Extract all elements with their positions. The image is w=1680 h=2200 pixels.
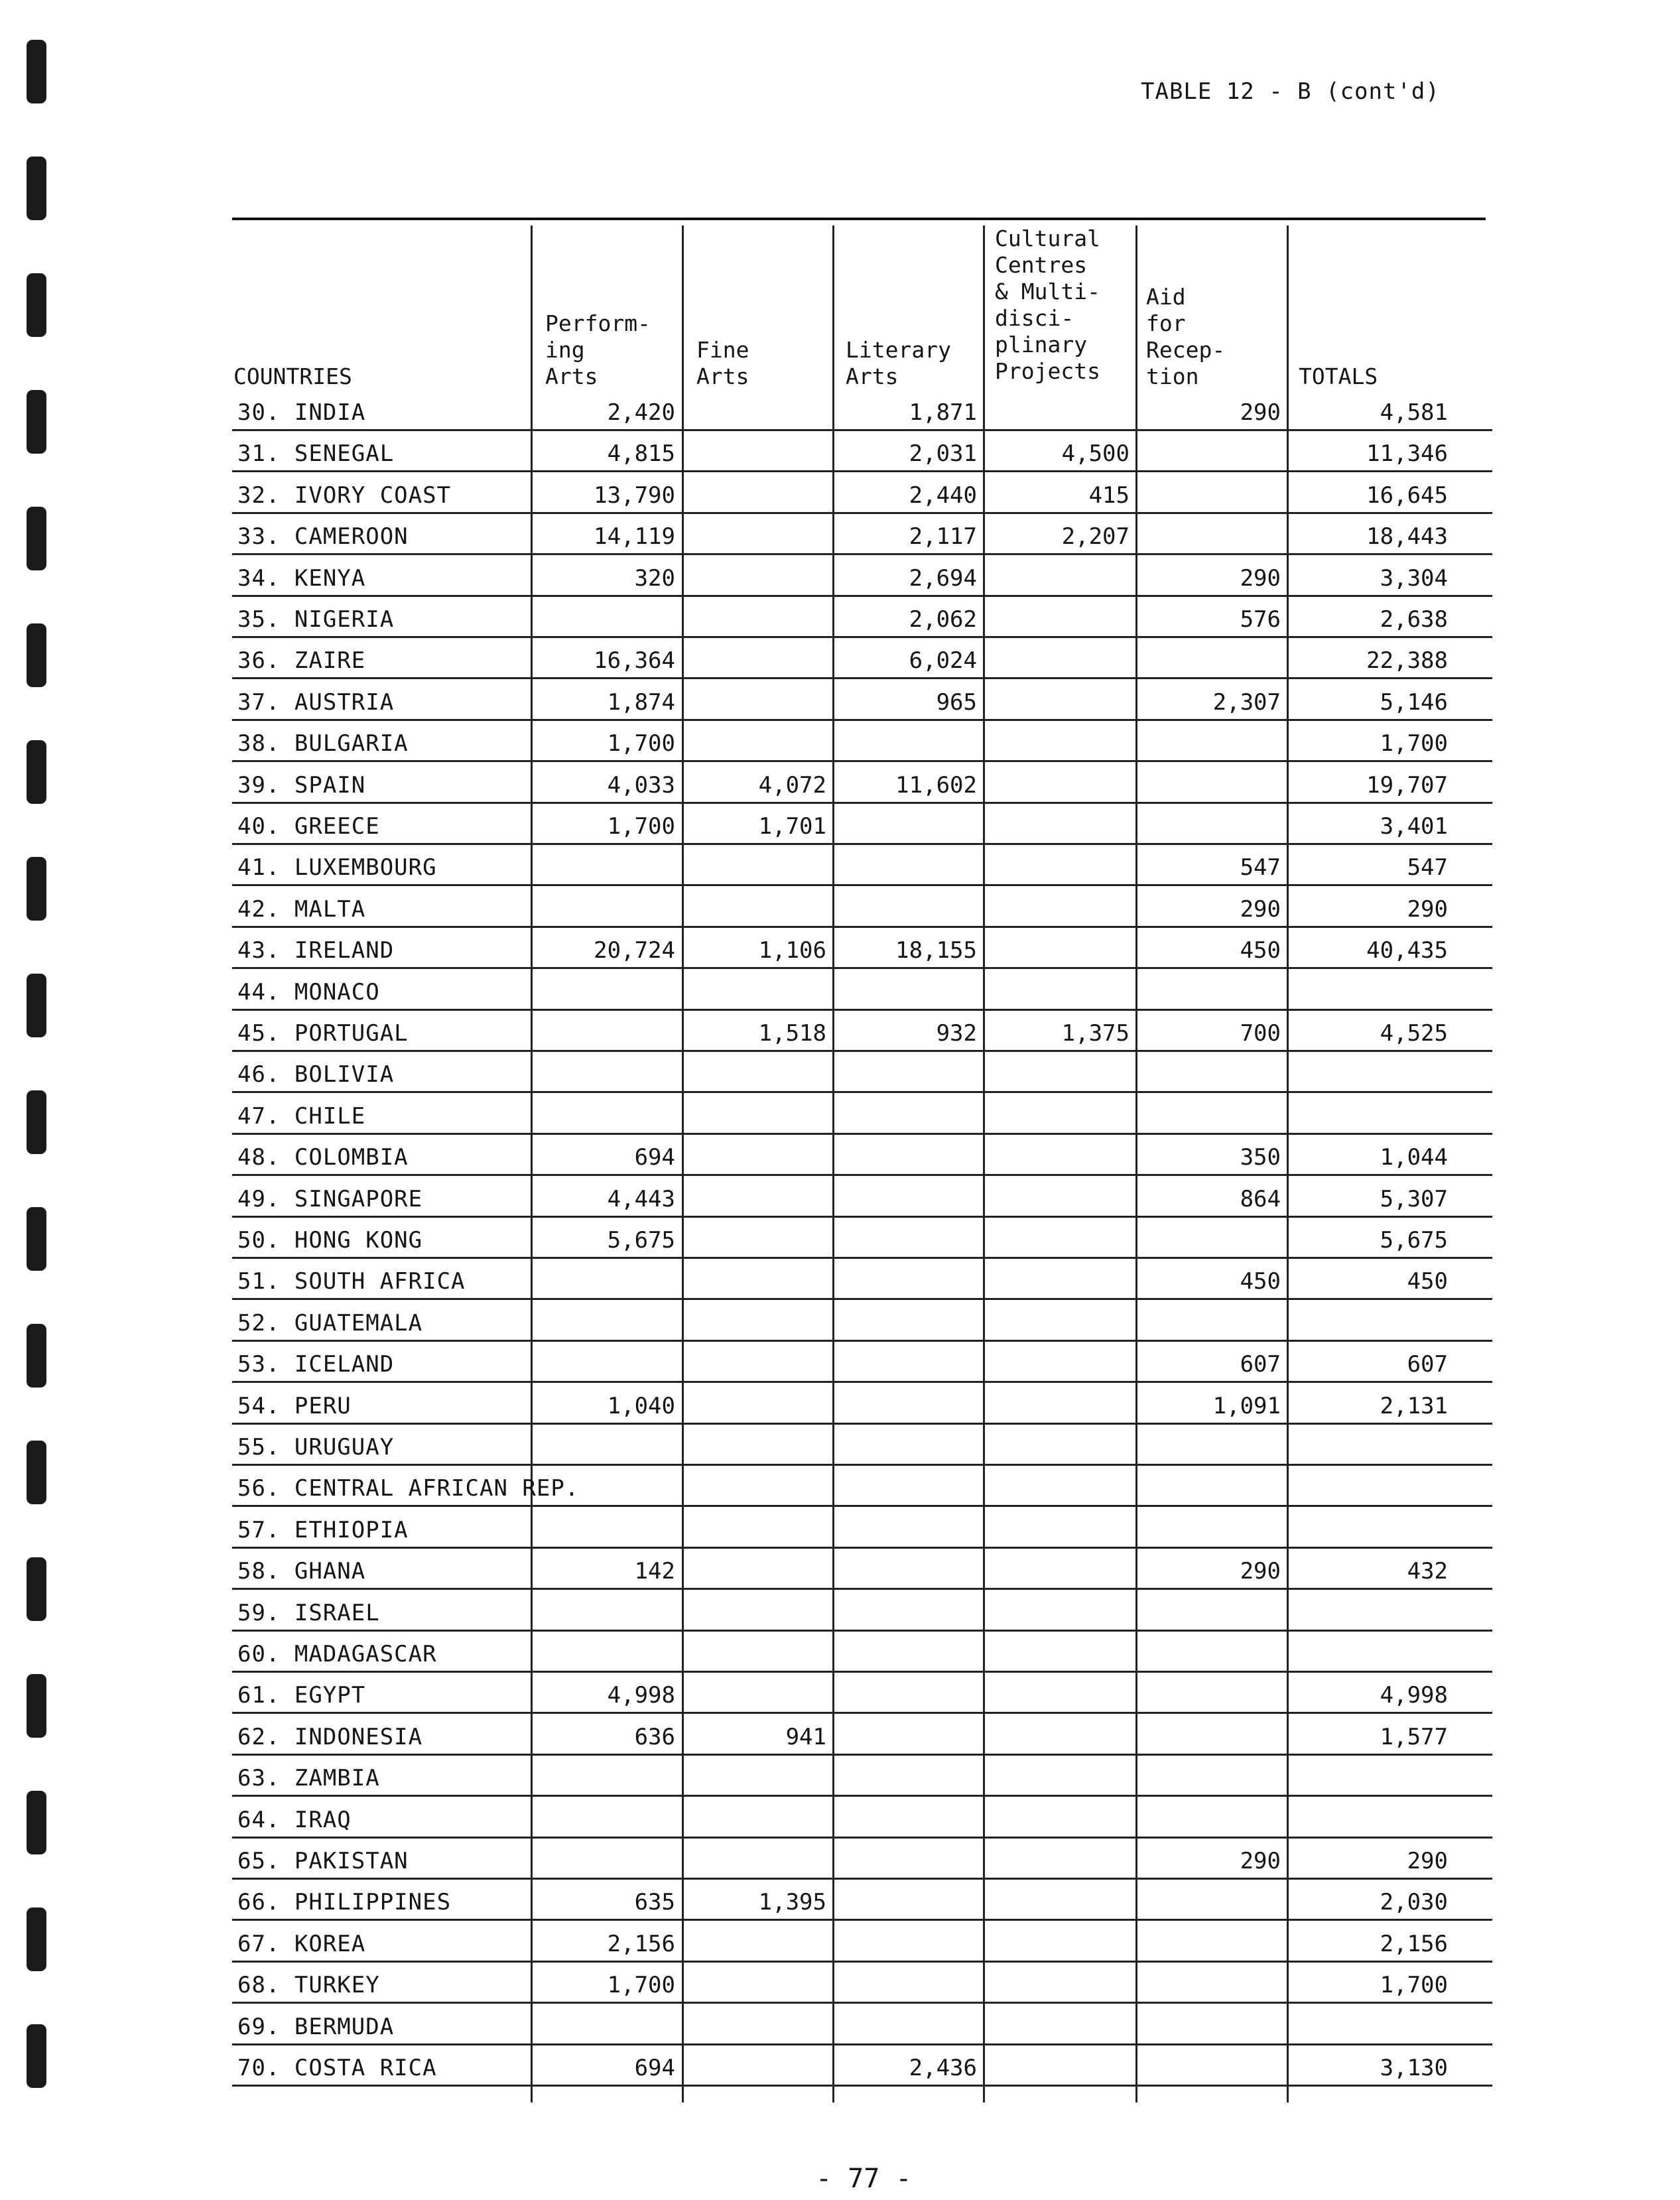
country-name: 49. SINGAPORE [237, 1185, 423, 1212]
table-row [232, 638, 1492, 679]
binding-hole [27, 1207, 46, 1271]
table-row [232, 721, 1492, 762]
table-row [232, 1301, 1492, 1342]
table-row [232, 680, 1492, 721]
table-row [232, 597, 1492, 638]
binding-hole [27, 857, 46, 921]
binding-hole [27, 1908, 46, 1971]
total-value: 290 [1407, 1848, 1448, 1874]
country-name: 42. MALTA [237, 895, 366, 923]
country-name: 47. CHILE [237, 1102, 366, 1130]
performing-value: 4,815 [607, 440, 675, 468]
country-name: 45. PORTUGAL [237, 1020, 409, 1047]
country-name: 65. PAKISTAN [237, 1848, 409, 1874]
header-literary-arts: Literary Arts [846, 337, 951, 389]
total-value: 2,638 [1380, 606, 1448, 633]
cultural-value: 2,207 [1061, 523, 1130, 550]
performing-value: 4,998 [607, 1682, 675, 1709]
country-name: 35. NIGERIA [237, 606, 395, 633]
total-value: 1,044 [1380, 1144, 1448, 1171]
table-row [232, 1963, 1492, 2004]
total-value: 1,700 [1380, 1972, 1448, 1999]
total-value: 19,707 [1366, 771, 1448, 799]
table-row [232, 763, 1492, 804]
country-name: 59. ISRAEL [237, 1599, 380, 1626]
country-name: 54. PERU [237, 1392, 352, 1419]
row-rule [232, 2085, 1492, 2087]
literary-value: 18,155 [895, 937, 977, 964]
total-value: 3,130 [1380, 2055, 1448, 2081]
table-row [232, 928, 1492, 969]
country-name: 43. IRELAND [237, 937, 395, 964]
country-name: 58. GHANA [237, 1558, 366, 1585]
literary-value: 2,436 [909, 2055, 977, 2081]
binding-hole [27, 2024, 46, 2088]
table-row [232, 1384, 1492, 1425]
total-value: 1,577 [1380, 1723, 1448, 1750]
fine-value: 1,518 [758, 1020, 826, 1047]
country-name: 53. ICELAND [237, 1351, 395, 1378]
table-row [232, 556, 1492, 597]
table-row [232, 887, 1492, 928]
binding-hole [27, 507, 46, 570]
total-value: 11,346 [1366, 440, 1448, 468]
table-row [232, 1715, 1492, 1756]
total-value: 4,998 [1380, 1682, 1448, 1709]
aid-value: 1,091 [1212, 1392, 1281, 1419]
performing-value: 2,420 [607, 399, 675, 426]
total-value: 450 [1407, 1268, 1448, 1295]
literary-value: 932 [936, 1020, 977, 1047]
header-countries: COUNTRIES [233, 363, 352, 389]
table-row [232, 970, 1492, 1011]
table-row [232, 1177, 1492, 1218]
country-name: 62. INDONESIA [237, 1723, 423, 1750]
table-row [232, 1921, 1492, 1963]
total-value: 2,030 [1380, 1889, 1448, 1916]
binding-hole [27, 157, 46, 220]
table-row [232, 1756, 1492, 1797]
total-value: 18,443 [1366, 523, 1448, 550]
country-name: 38. BULGARIA [237, 730, 409, 757]
country-name: 33. CAMEROON [237, 523, 409, 550]
country-name: 46. BOLIVIA [237, 1061, 395, 1088]
country-name: 56. CENTRAL AFRICAN REP. [237, 1475, 580, 1502]
performing-value: 5,675 [607, 1227, 675, 1254]
literary-value: 2,440 [909, 482, 977, 509]
header-aid-for-reception: Aid for Recep- tion [1146, 284, 1226, 389]
country-name: 61. EGYPT [237, 1682, 366, 1709]
aid-value: 450 [1240, 937, 1281, 964]
performing-value: 20,724 [594, 937, 675, 964]
performing-value: 142 [634, 1558, 675, 1585]
table-row [232, 473, 1492, 514]
table-row [232, 1342, 1492, 1383]
header-cultural-centres: Cultural Centres & Multi- disci- plinary Projects [995, 226, 1100, 384]
country-name: 55. URUGUAY [237, 1434, 395, 1460]
total-value: 22,388 [1366, 647, 1448, 675]
table-row [232, 2045, 1492, 2087]
fine-value: 941 [785, 1723, 826, 1750]
literary-value: 11,602 [895, 771, 977, 799]
country-name: 52. GUATEMALA [237, 1309, 423, 1336]
aid-value: 2,307 [1212, 688, 1281, 716]
total-value: 5,307 [1380, 1185, 1448, 1212]
cultural-value: 4,500 [1061, 440, 1130, 468]
cultural-value: 1,375 [1061, 1020, 1130, 1047]
country-name: 50. HONG KONG [237, 1227, 423, 1254]
table-row [232, 1549, 1492, 1590]
total-value: 5,675 [1380, 1227, 1448, 1254]
aid-value: 450 [1240, 1268, 1281, 1295]
literary-value: 1,871 [909, 399, 977, 426]
fine-value: 1,701 [758, 813, 826, 840]
fine-value: 1,395 [758, 1889, 826, 1916]
binding-hole [27, 623, 46, 687]
aid-value: 547 [1240, 854, 1281, 881]
table-row [232, 845, 1492, 886]
total-value: 290 [1407, 895, 1448, 923]
country-name: 57. ETHIOPIA [237, 1516, 409, 1543]
country-name: 37. AUSTRIA [237, 688, 395, 716]
performing-value: 16,364 [594, 647, 675, 675]
aid-value: 290 [1240, 1848, 1281, 1874]
page-number: - 77 - [816, 2164, 912, 2194]
aid-value: 290 [1240, 564, 1281, 592]
binding-hole [27, 1674, 46, 1738]
aid-value: 290 [1240, 1558, 1281, 1585]
binding-hole [27, 273, 46, 337]
performing-value: 4,443 [607, 1185, 675, 1212]
table-row [232, 1135, 1492, 1176]
country-name: 32. IVORY COAST [237, 482, 452, 509]
performing-value: 1,700 [607, 813, 675, 840]
performing-value: 636 [634, 1723, 675, 1750]
table-row [232, 431, 1492, 472]
table-row [232, 1839, 1492, 1880]
header-totals: TOTALS [1299, 363, 1378, 389]
country-name: 67. KOREA [237, 1930, 366, 1957]
country-name: 64. IRAQ [237, 1806, 352, 1833]
table-row [232, 1052, 1492, 1093]
total-value: 2,156 [1380, 1930, 1448, 1957]
binding-hole [27, 1441, 46, 1504]
table-row [232, 1466, 1492, 1507]
binding-hole [27, 974, 46, 1037]
table-row [232, 804, 1492, 845]
literary-value: 965 [936, 688, 977, 716]
table-row [232, 1094, 1492, 1135]
performing-value: 14,119 [594, 523, 675, 550]
performing-value: 694 [634, 1144, 675, 1171]
literary-value: 2,031 [909, 440, 977, 468]
total-value: 16,645 [1366, 482, 1448, 509]
aid-value: 864 [1240, 1185, 1281, 1212]
table-title: TABLE 12 - B (cont'd) [1141, 78, 1440, 105]
performing-value: 1,700 [607, 730, 675, 757]
country-name: 48. COLOMBIA [237, 1144, 409, 1171]
country-name: 70. COSTA RICA [237, 2055, 437, 2081]
aid-value: 290 [1240, 895, 1281, 923]
total-value: 4,525 [1380, 1020, 1448, 1047]
total-value: 4,581 [1380, 399, 1448, 426]
total-value: 432 [1407, 1558, 1448, 1585]
fine-value: 1,106 [758, 937, 826, 964]
performing-value: 320 [634, 564, 675, 592]
fine-value: 4,072 [758, 771, 826, 799]
table-row [232, 1011, 1492, 1052]
performing-value: 2,156 [607, 1930, 675, 1957]
cultural-value: 415 [1088, 482, 1130, 509]
table-row [232, 2004, 1492, 2045]
table-row [232, 1508, 1492, 1549]
table-row [232, 390, 1492, 431]
performing-value: 635 [634, 1889, 675, 1916]
country-name: 36. ZAIRE [237, 647, 366, 675]
performing-value: 13,790 [594, 482, 675, 509]
total-value: 3,401 [1380, 813, 1448, 840]
country-name: 63. ZAMBIA [237, 1765, 380, 1792]
performing-value: 694 [634, 2055, 675, 2081]
country-name: 30. INDIA [237, 399, 366, 426]
total-value: 607 [1407, 1351, 1448, 1378]
total-value: 2,131 [1380, 1392, 1448, 1419]
literary-value: 6,024 [909, 647, 977, 675]
table-row [232, 1880, 1492, 1921]
country-name: 69. BERMUDA [237, 2013, 395, 2040]
country-name: 68. TURKEY [237, 1972, 380, 1999]
literary-value: 2,117 [909, 523, 977, 550]
binding-holes [27, 40, 53, 2162]
total-value: 5,146 [1380, 688, 1448, 716]
header-fine-arts: Fine Arts [696, 337, 749, 389]
performing-value: 4,033 [607, 771, 675, 799]
aid-value: 700 [1240, 1020, 1281, 1047]
binding-hole [27, 1557, 46, 1621]
literary-value: 2,694 [909, 564, 977, 592]
table-row [232, 514, 1492, 555]
table-top-rule [232, 218, 1486, 220]
table-row [232, 1259, 1492, 1300]
binding-hole [27, 1324, 46, 1388]
aid-value: 576 [1240, 606, 1281, 633]
total-value: 1,700 [1380, 730, 1448, 757]
country-name: 31. SENEGAL [237, 440, 395, 468]
performing-value: 1,700 [607, 1972, 675, 1999]
country-name: 60. MADAGASCAR [237, 1641, 437, 1667]
aid-value: 350 [1240, 1144, 1281, 1171]
country-name: 66. PHILIPPINES [237, 1889, 452, 1916]
performing-value: 1,874 [607, 688, 675, 716]
binding-hole [27, 40, 46, 103]
table-row [232, 1425, 1492, 1466]
country-name: 44. MONACO [237, 978, 380, 1005]
total-value: 3,304 [1380, 564, 1448, 592]
header-performing-arts: Perform- ing Arts [545, 310, 651, 389]
table-row [232, 1632, 1492, 1673]
table-row [232, 1797, 1492, 1839]
table-row [232, 1218, 1492, 1259]
binding-hole [27, 390, 46, 454]
table-row [232, 1590, 1492, 1632]
aid-value: 290 [1240, 399, 1281, 426]
binding-hole [27, 1791, 46, 1854]
total-value: 547 [1407, 854, 1448, 881]
country-name: 41. LUXEMBOURG [237, 854, 437, 881]
binding-hole [27, 1090, 46, 1154]
country-name: 39. SPAIN [237, 771, 366, 799]
table-row [232, 1673, 1492, 1714]
binding-hole [27, 740, 46, 804]
literary-value: 2,062 [909, 606, 977, 633]
country-name: 40. GREECE [237, 813, 380, 840]
aid-value: 607 [1240, 1351, 1281, 1378]
country-name: 34. KENYA [237, 564, 366, 592]
country-name: 51. SOUTH AFRICA [237, 1268, 466, 1295]
total-value: 40,435 [1366, 937, 1448, 964]
performing-value: 1,040 [607, 1392, 675, 1419]
